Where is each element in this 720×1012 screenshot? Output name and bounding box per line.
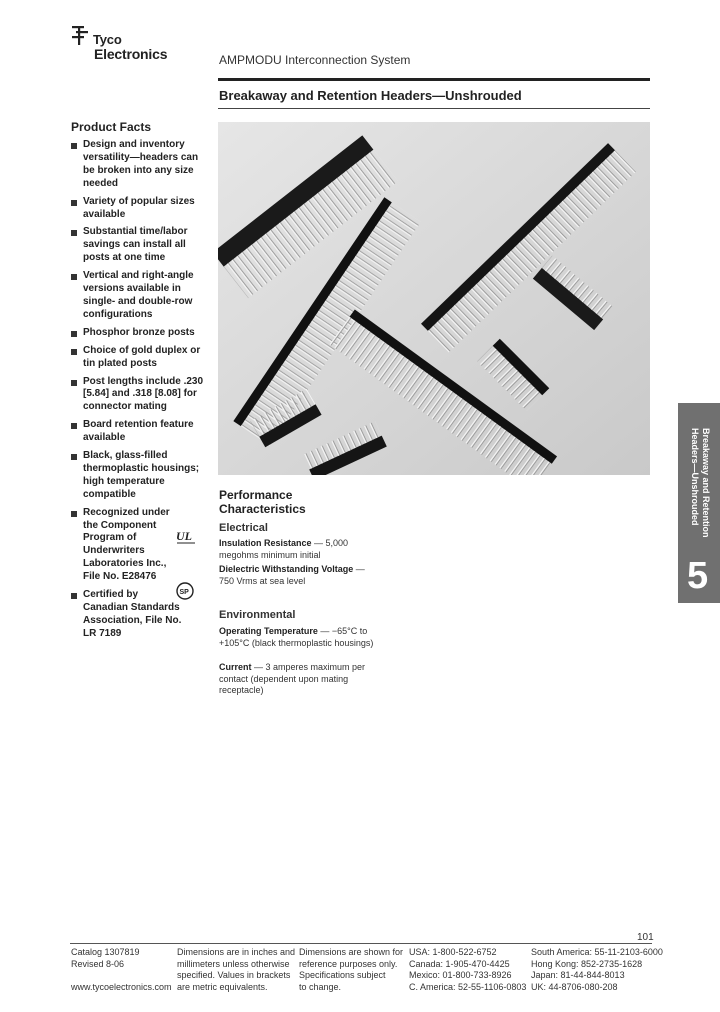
footer-catalog-info — [71, 947, 172, 993]
fact-item: Design and inventory versatility—headers can be broken into any size needed — [71, 139, 211, 191]
performance-title — [219, 488, 306, 516]
current-spec — [219, 662, 369, 697]
fact-item: Certified by Canadian Standards Association, File No. LR 7189 — [71, 589, 183, 641]
page-heading: Breakaway and Retention Headers—Unshrouded — [219, 88, 522, 103]
logo-line2: Electronics — [94, 46, 168, 62]
performance-title-line2: Characteristics — [219, 502, 306, 516]
footer-line: Dimensions are shown for — [299, 947, 404, 957]
footer-line: Catalog 1307819 — [71, 947, 140, 957]
footer-reference-note — [299, 947, 403, 993]
footer-dimensions-note — [177, 947, 295, 993]
footer-line: reference purposes only. — [299, 958, 398, 969]
footer-line: Japan: 81-44-844-8013 — [531, 970, 625, 980]
company-logo-text — [93, 33, 167, 61]
product-photo — [218, 122, 650, 475]
side-tab-line2: Headers—Unshrouded — [690, 428, 700, 526]
insulation-resistance-spec — [219, 538, 369, 561]
fact-item: Vertical and right-angle versions available in single- and double-row configurations — [71, 270, 211, 322]
temp-value: — −65°C to +105°C (black thermoplastic housings) — [219, 626, 374, 648]
logo-line1: Tyco — [93, 32, 122, 47]
footer-contacts-international — [531, 947, 663, 993]
insulation-value: — 5,000 megohms minimum initial — [219, 538, 349, 560]
heading-rule — [218, 108, 650, 109]
fact-item: Post lengths include .230 [5.84] and .318 [8.08] for connector mating — [71, 376, 211, 415]
ul-recognized-icon — [175, 527, 197, 545]
footer-line: specified. Values in brackets — [177, 970, 291, 980]
fact-item: Black, glass-filled thermoplastic housings; high temperature compatible — [71, 450, 211, 502]
electrical-heading: Electrical — [219, 522, 268, 534]
current-value: — 3 amperes maximum per contact (dependent upon mating receptacle) — [219, 662, 366, 695]
product-facts-list — [71, 139, 211, 646]
fact-item: Recognized under the Component Program of Underwriters Laboratories Inc., File No. E28476 — [71, 507, 183, 584]
performance-title-line1: Performance — [219, 488, 293, 502]
dielectric-label: Dielectric Withstanding Voltage — [219, 564, 354, 574]
product-facts-title: Product Facts — [71, 120, 152, 134]
insulation-label: Insulation Resistance — [219, 538, 312, 548]
tyco-logo-icon — [72, 24, 90, 46]
footer-line: UK: 44-8706-080-208 — [531, 981, 618, 992]
operating-temp-spec — [219, 626, 379, 649]
temp-label: Operating Temperature — [219, 626, 318, 636]
footer-contacts-americas — [409, 947, 526, 993]
footer-line — [71, 970, 172, 982]
footer-line: are metric equivalents. — [177, 981, 268, 992]
fact-item: Variety of popular sizes available — [71, 196, 211, 222]
footer-website-link[interactable]: www.tycoelectronics.com — [71, 981, 172, 992]
footer-line: Canada: 1-905-470-4425 — [409, 958, 510, 969]
footer-line: C. America: 52-55-1106-0803 — [409, 981, 527, 992]
dielectric-spec — [219, 564, 379, 587]
footer-rule — [70, 943, 652, 944]
footer-line: South America: 55-11-2103-6000 — [531, 947, 663, 957]
current-label: Current — [219, 662, 252, 672]
dielectric-value: — 750 Vrms at sea level — [219, 564, 365, 586]
footer-line: USA: 1-800-522-6752 — [409, 947, 497, 957]
footer-line: Dimensions are in inches and — [177, 947, 296, 957]
page-number: 101 — [637, 932, 654, 943]
footer-line: Specifications subject — [299, 970, 386, 980]
footer-line: Hong Kong: 852-2735-1628 — [531, 958, 643, 969]
environmental-heading: Environmental — [219, 609, 296, 621]
section-number: 5 — [687, 555, 709, 597]
footer-line: millimeters unless otherwise — [177, 958, 290, 969]
footer-line: Mexico: 01-800-733-8926 — [409, 970, 512, 980]
header-rule — [218, 78, 650, 81]
fact-item: Phosphor bronze posts — [71, 327, 211, 340]
csa-mark-text: SP — [179, 589, 189, 596]
fact-item: Substantial time/labor savings can install all posts at one time — [71, 226, 211, 265]
fact-item: Choice of gold duplex or tin plated posts — [71, 345, 211, 371]
fact-item: Board retention feature available — [71, 419, 211, 445]
ul-mark-text: UL — [176, 529, 192, 543]
csa-certified-icon — [176, 582, 194, 600]
side-tab-text — [689, 428, 711, 558]
side-tab-line1: Breakaway and Retention — [701, 428, 711, 538]
footer-line: Revised 8-06 — [71, 958, 125, 969]
section-title: AMPMODU Interconnection System — [219, 53, 411, 67]
footer-line: to change. — [299, 981, 342, 992]
